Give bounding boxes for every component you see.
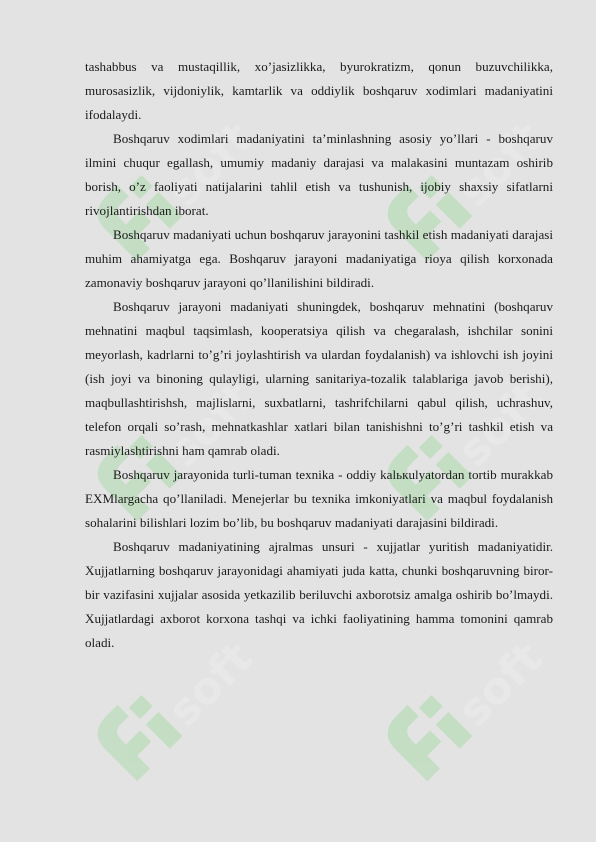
paragraph: Boshqaruv jarayonida turli-tuman texnika - oddiy kalькulyatordan tortib murakkab EXMlargacha qo’llaniladi. Menejerlar bu texnika imkoniyatlari va maqbul foydalanish sohalarini bilishlari lozim bo’lib, bu boshqaruv madaniyati darajasini bildiradi. bbox=[85, 467, 553, 530]
paragraph: Boshqaruv xodimlari madaniyatini ta’minlashning asosiy yo’llari - boshqaruv ilmini chuqur egallash, umumiy madaniy darajasi va malakasini muntazam oshirib borish, o’z faoliyati natijalarini tahlil etish va tushunish, ijobiy shaxsiy sifatlarni rivojlantirishdan iborat. bbox=[85, 131, 553, 218]
paragraph: Boshqaruv madaniyatining ajralmas unsuri - xujjatlar yuritish madaniyatidir. Xujjatlarning boshqaruv jarayonidagi ahamiyati juda katta, chunki boshqaruvning biror-bir vazifasini xujjalar asosida yetkazilib beriluvchi axborotsiz amalga oshirib bo’lmaydi. Xujjatlardagi axborot korxona tashqi va ichki faoliyatining hamma tomonini qamrab oladi. bbox=[85, 539, 553, 650]
document-body bbox=[85, 55, 553, 655]
paragraph: Boshqaruv madaniyati uchun boshqaruv jarayonini tashkil etish madaniyati darajasi muhim ahamiyatga ega. Boshqaruv jarayoni madaniyatiga rioya qilish korxonada zamonaviy boshqaruv jarayoni qo’llanilishini bildiradi. bbox=[85, 227, 553, 290]
watermark-brand-text: soft bbox=[448, 112, 542, 217]
watermark-brand-text: soft bbox=[448, 372, 542, 477]
watermark-brand-text: soft bbox=[448, 632, 542, 737]
watermark-brand-text: soft bbox=[158, 112, 252, 217]
watermark-brand-text: soft bbox=[158, 632, 252, 737]
watermark-brand-text: soft bbox=[158, 372, 252, 477]
paragraph: Boshqaruv jarayoni madaniyati shuningdek, boshqaruv mehnatini (boshqaruv mehnatini maqbul taqsimlash, kooperatsiya qilish va chegaralash, ishchilar sonini meyorlash, kadrlarni to’g’ri joylashtirish va ulardan foydalanish) va ishlovchi ish joyini (ish joyi va binoning qulayligi, ularning sanitariya-tozalik talablariga javob berishi), maqbullashtirishsh, majlislarni, suxbatlarni, tashrifchilarni qabul qilish, uchrashuv, telefon orqali so’rash, mehnatkashlar xatlari bilan tanishishni to’g’ri tashkil etish va rasmiylashtirishni ham qamrab oladi. bbox=[85, 299, 553, 458]
paragraph: tashabbus va mustaqillik, xo’jasizlikka, byurokratizm, qonun buzuvchilikka, murosasizlik, vijdoniylik, kamtarlik va oddiylik boshqaruv xodimlari madaniyatini ifodalaydi. bbox=[85, 59, 553, 122]
